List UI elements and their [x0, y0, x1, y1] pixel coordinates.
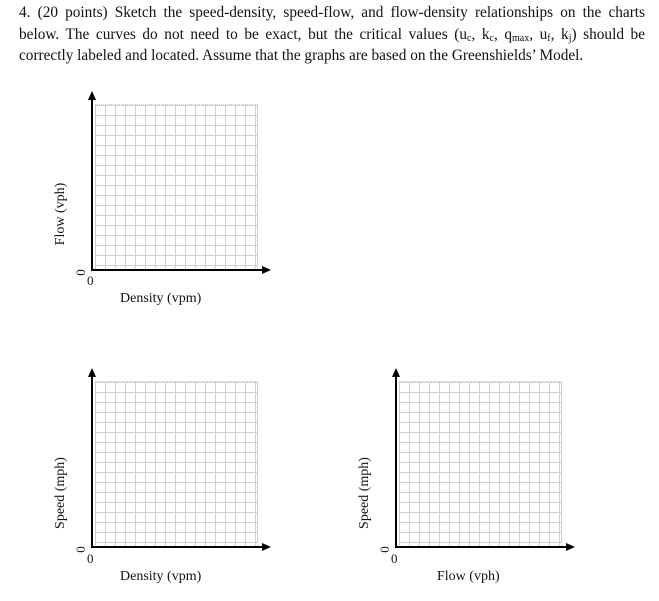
- speed-density-y-label: Speed (mph): [53, 457, 68, 529]
- speed-flow-y-origin: 0: [376, 546, 392, 553]
- flow-density-x-axis: [91, 269, 263, 271]
- flow-density-grid[interactable]: [95, 104, 258, 271]
- speed-flow-grid[interactable]: [399, 381, 562, 548]
- flow-density-y-arrow-icon: [88, 91, 96, 100]
- speed-flow-x-label: Flow (vph): [437, 569, 500, 584]
- speed-density-y-axis: [91, 375, 93, 548]
- speed-density-y-arrow-icon: [88, 368, 96, 377]
- speed-flow-x-axis: [395, 546, 567, 548]
- question-number: 4.: [19, 4, 31, 21]
- speed-density-x-axis: [91, 546, 263, 548]
- speed-flow-y-axis: [395, 375, 397, 548]
- speed-density-grid[interactable]: [95, 381, 258, 548]
- speed-density-y-origin: 0: [72, 546, 88, 553]
- speed-flow-y-arrow-icon: [392, 368, 400, 377]
- flow-density-y-axis: [91, 98, 93, 271]
- flow-density-y-label: Flow (vph): [53, 182, 68, 246]
- speed-flow-x-arrow-icon: [566, 543, 575, 551]
- flow-density-x-arrow-icon: [262, 266, 271, 274]
- speed-flow-x-origin: 0: [391, 551, 398, 566]
- speed-density-x-arrow-icon: [262, 543, 271, 551]
- speed-density-x-origin: 0: [87, 551, 94, 566]
- flow-density-x-label: Density (vpm): [120, 291, 202, 306]
- flow-density-x-origin: 0: [87, 273, 94, 288]
- question-text: 4. (20 points) Sketch the speed-density, speed-flow, and flow-density relationships on the charts below. The curves do not need to be exact, but the critical values ($u_c$, $k_c$, $q_{max}$, $u_f$, $k_j$) should be correctly labeled and located. Assume that the graphs are based on the Greenshields’ Model.: [19, 4, 645, 64]
- speed-density-x-label: Density (vpm): [120, 569, 202, 584]
- speed-flow-y-label: Speed (mph): [357, 457, 372, 529]
- flow-density-y-origin: 0: [72, 269, 88, 276]
